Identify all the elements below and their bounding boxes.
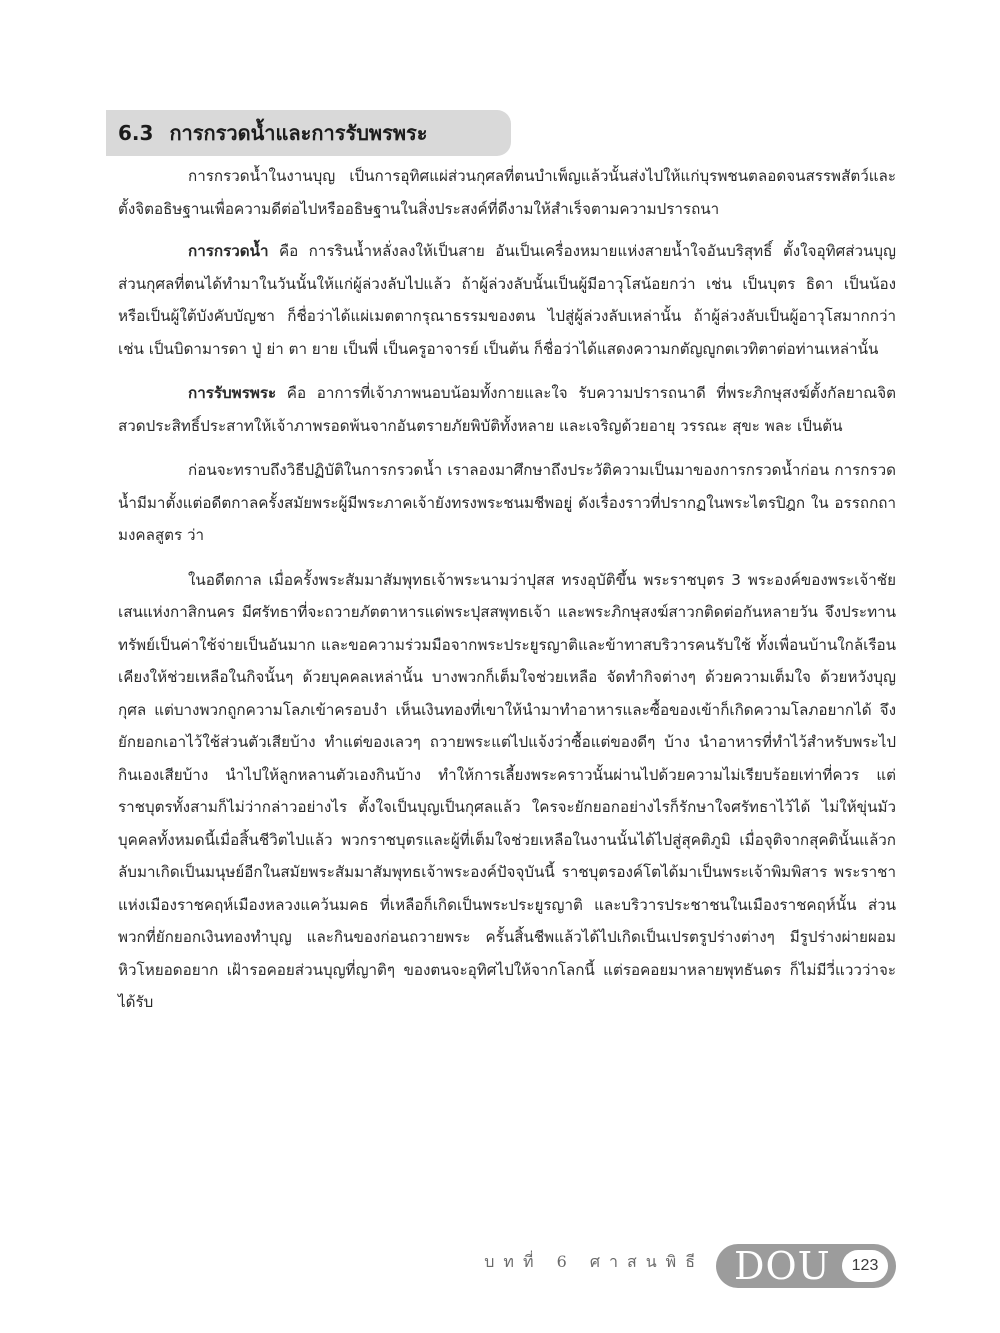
- page-footer: [0, 1236, 1000, 1296]
- paragraph-kruat-nam: [118, 235, 896, 365]
- paragraph-intro: การกรวดน้ำในงานบุญ เป็นการอุทิศแผ่ส่วนกุศลที่ตนบำเพ็ญแล้วนั้นส่งไปให้แก่บุรพชนตลอดจนสรรพสัตว์และตั้งจิตอธิษฐานเพื่อความดีต่อไปหรืออธิษฐานในสิ่งประสงค์ที่ดีงามให้สำเร็จตามความปรารถนา: [118, 167, 896, 218]
- definition-kruat-nam: คือ การรินน้ำหลั่งลงให้เป็นสาย อันเป็นเครื่องหมายแห่งสายน้ำใจอันบริสุทธิ์ ตั้งใจอุทิศส่วนบุญส่วนกุศลที่ตนได้ทำมาในวันนั้นให้แก่ผู้ล่วงลับไปแล้ว ถ้าผู้ล่วงลับนั้นเป็นผู้มีอาวุโสน้อยกว่า เช่น เป็นบุตร ธิดา เป็นน้อง หรือเป็นผู้ใต้บังคับบัญชา ก็ชื่อว่าได้แผ่เมตตากรุณาธรรมของตน ไปสู่ผู้ล่วงลับเหล่านั้น ถ้าผู้ล่วงลับเป็นผู้อาวุโสมากกว่า เช่น เป็นบิดามารดา ปู่ ย่า ตา ยาย เป็นพี่ เป็นครูอาจารย์ เป็นต้น ก็ชื่อว่าได้แสดงความกตัญญูกตเวทิตาต่อท่านเหล่านั้น: [118, 242, 896, 358]
- section-number: 6.3: [118, 121, 154, 145]
- paragraph-story: ในอดีตกาล เมื่อครั้งพระสัมมาสัมพุทธเจ้าพระนามว่าปุสส ทรงอุบัติขึ้น พระราชบุตร 3 พระองค์ของพระเจ้าชัยเสนแห่งกาสิกนคร มีศรัทธาที่จะถวายภัตตาหารแด่พระปุสสพุทธเจ้า และพระภิกษุสงฆ์สาวกติดต่อกันหลายวัน จึงประทานทรัพย์เป็นค่าใช้จ่ายเป็นอันมาก และขอความร่วมมือจากพระประยูรญาติและข้าทาสบริวารคนรับใช้ ทั้งเพื่อนบ้านใกล้เรือนเคียงให้ช่วยเหลือในกิจนั้นๆ ด้วยบุคคลเหล่านั้น บางพวกก็เต็มใจช่วยเหลือ จัดทำกิจต่างๆ ด้วยความเต็มใจ ด้วยหวังบุญกุศล แต่บางพวกถูกความโลภเข้าครอบงำ เห็นเงินทองที่เขาให้นำมาทำอาหารและซื้อของเข้าก็เกิดความโลภอยากได้ จึงยักยอกเอาไว้ใช้ส่วนตัวเสียบ้าง ทำแต่ของเลวๆ ถวายพระแต่ไปแจ้งว่าซื้อแต่ของดีๆ บ้าง นำอาหารที่ทำไว้สำหรับพระไปกินเองเสียบ้าง นำไปให้ลูกหลานตัวเองกินบ้าง ทำให้การเลี้ยงพระคราวนั้นผ่านไปด้วยความไม่เรียบร้อยเท่าที่ควร แต่ราชบุตรทั้งสามก็ไม่ว่ากล่าวอย่างไร ตั้งใจเป็นบุญเป็นกุศลแล้ว ใครจะยักยอกอย่างไรก็รักษาใจศรัทธาไว้ได้ ไม่ให้ขุ่นมัว บุคคลทั้งหมดนี้เมื่อสิ้นชีวิตไปแล้ว พวกราชบุตรและผู้ที่เต็มใจช่วยเหลือในงานนั้นได้ไปสู่สุคติภูมิ เมื่อจุติจากสุคตินั้นแล้วกลับมาเกิดเป็นมนุษย์อีกในสมัยพระสัมมาสัมพุทธเจ้าพระองค์ปัจจุบันนี้ ราชบุตรองค์โตได้มาเป็นพระเจ้าพิมพิสาร พระราชาแห่งเมืองราชคฤห์เมืองหลวงแคว้นมคธ ที่เหลือก็เกิดเป็นพระประยูรญาติ และบริวารประชาชนในเมืองราชคฤห์นั้น ส่วนพวกที่ยักยอกเงินทองทำบุญ และกินของก่อนถวายพระ ครั้นสิ้นชีพแล้วได้ไปเกิดเป็นเปรตรูปร่างต่างๆ มีรูปร่างผ่ายผอม หิวโหยอดอยาก เฝ้ารอคอยส่วนบุญที่ญาติๆ ของตนจะอุทิศไปให้จากโลกนี้ แต่รอคอยมาหลายพุทธันดร ก็ไม่มีวี่แววว่าจะได้รับ: [118, 570, 896, 1011]
- section-heading: [106, 110, 511, 156]
- paragraph-rap-phon: [118, 377, 896, 442]
- paragraph-history-intro: ก่อนจะทราบถึงวิธีปฏิบัติในการกรวดน้ำ เราลองมาศึกษาถึงประวัติความเป็นมาของการกรวดน้ำก่อน การกรวดน้ำมีมาตั้งแต่อดีตกาลครั้งสมัยพระผู้มีพระภาคเจ้ายังทรงพระชนมชีพอยู่ ดังเรื่องราวที่ปรากฏในพระไตรปิฎก ใน อรรถกถามงคลสูตร ว่า: [118, 461, 896, 544]
- term-rap-phon: การรับพรพระ: [188, 384, 277, 402]
- dou-logo-badge: [716, 1244, 896, 1288]
- page-number: 123: [842, 1250, 888, 1282]
- section-title: การกรวดน้ำและการรับพรพระ: [169, 121, 428, 145]
- term-kruat-nam: การกรวดน้ำ: [188, 242, 269, 260]
- definition-rap-phon: คือ อาการที่เจ้าภาพนอบน้อมทั้งกายและใจ รับความปรารถนาดี ที่พระภิกษุสงฆ์ตั้งกัลยาณจิต สวดประสิทธิ์ประสาทให้เจ้าภาพรอดพ้นจากอันตรายภัยพิบัติทั้งหลาย และเจริญด้วยอายุ วรรณะ สุขะ พละ เป็นต้น: [118, 384, 896, 435]
- dou-logo-text: DOU: [734, 1244, 831, 1288]
- body-text: [118, 160, 896, 1031]
- chapter-label: บทที่ 6 ศาสนพิธี: [484, 1252, 704, 1271]
